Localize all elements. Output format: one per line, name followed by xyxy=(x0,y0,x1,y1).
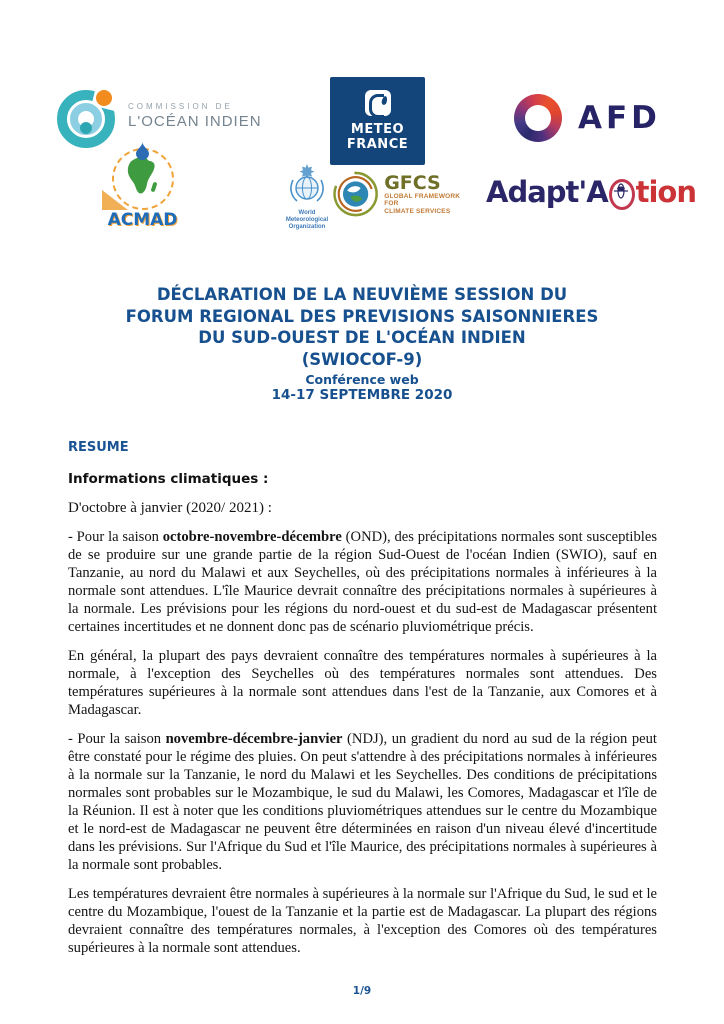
paragraph-ndj-season: novembre-décembre-janvier xyxy=(165,731,343,747)
title-conference-line: Conférence web xyxy=(305,372,419,387)
adaptaction-logo xyxy=(486,170,696,214)
document-title xyxy=(0,284,724,403)
gfcs-logo xyxy=(332,164,462,224)
wmo-emblem-icon xyxy=(285,164,329,204)
meteo-france-icon xyxy=(365,90,391,116)
paragraph-ond xyxy=(68,528,657,636)
wmo-line1: World xyxy=(298,210,316,216)
title-line-4: (SWIOCOF-9) xyxy=(301,349,423,369)
paragraph-ndj-rest: (NDJ), un gradient du nord au sud de la région peut être constaté pour le régime des pluies. On peut s'attendre à des précipitations normales à inférieures à la normale sur la Tanzanie, le nord du Malawi et les Seychelles. Des conditions de précipitations normales sont probables sur le Mozambique, le sud du Malawi, les Comores, Madagascar et l'île de la Réunion. Il est à noter que les conditions pluviométriques attendues sur le centre du Mozambique et le nord-est de Madagascar ne peuvent être déterminées en raison d'un niveau élevé d'incertitude dans les prévisions. Sur l'Afrique du Sud et l'île Maurice, des précipitations normales à supérieures à la normale sont probables. xyxy=(68,731,657,873)
coi-logo-text xyxy=(128,103,262,130)
meteo-france-line1: METEO xyxy=(350,122,405,137)
period-line: D'octobre à janvier (2020/ 2021) : xyxy=(68,500,272,516)
africa-map-icon xyxy=(123,156,159,200)
paragraph-ond-season: octobre-novembre-décembre xyxy=(162,529,342,545)
document-body xyxy=(68,440,657,957)
gfcs-label: GFCS xyxy=(384,171,441,194)
title-line-3: DU SUD-OUEST DE L'OCÉAN INDIEN xyxy=(198,328,526,347)
acmad-label: ACMAD xyxy=(107,210,178,230)
title-date-line: 14-17 SEPTEMBRE 2020 xyxy=(271,387,453,403)
adaptaction-part1: Adapt'A xyxy=(486,175,608,209)
wmo-logo xyxy=(281,164,333,228)
informations-climatiques-heading: Informations climatiques : xyxy=(68,471,269,487)
paragraph-ndj xyxy=(68,730,657,874)
gfcs-globe-icon xyxy=(332,166,379,222)
coi-logo xyxy=(56,82,296,152)
afd-label: AFD xyxy=(578,100,661,136)
meteo-france-line2: FRANCE xyxy=(346,137,409,152)
title-line-1: DÉCLARATION DE LA NEUVIÈME SESSION DU xyxy=(156,285,568,304)
afd-ring-icon xyxy=(514,94,562,142)
gfcs-subtext-2: CLIMATE SERVICES xyxy=(384,207,451,215)
gfcs-subtext-1: GLOBAL FRAMEWORK FOR xyxy=(384,192,461,208)
paragraph-temperatures-ndj: Les températures devraient être normales à supérieures à la normale sur l'Afrique du Sud, le sud et le centre du Mozambique, l'ouest de la Tanzanie et la partie est de Madagascar. La plupart des régions devraient connaître des températures normales, à l'exception des Comores où des températures supérieures à la normale sont attendues. xyxy=(68,886,657,956)
coi-line2: L'OCÉAN INDIEN xyxy=(128,113,262,131)
water-drop-icon xyxy=(136,142,149,160)
coi-line1: COMMISSION DE xyxy=(128,102,233,112)
paragraph-temperatures-ond: En général, la plupart des pays devraient connaître des températures normales à supérieures à la normale, à l'exception des Seychelles où des températures normales sont attendues. Des températures supérieures à la normale sont attendues dans l'est de la Tanzanie, aux Comores et à Madagascar. xyxy=(68,648,657,718)
wmo-line2: Meteorological xyxy=(285,217,329,223)
afd-logo xyxy=(514,92,664,144)
coi-swirl-icon xyxy=(56,84,120,150)
paragraph-ndj-prefix: - Pour la saison xyxy=(68,731,166,747)
adaptaction-globe-icon xyxy=(609,179,635,210)
meteo-france-logo xyxy=(330,77,425,165)
title-line-2: FORUM REGIONAL DES PREVISIONS SAISONNIERES xyxy=(125,306,599,326)
wmo-line3: Organization xyxy=(288,224,326,230)
paragraph-ond-rest: (OND), des précipitations normales sont susceptibles de se produire sur une grande partie de la région Sud-Ouest de l'océan Indien (SWIO), sauf en Tanzanie, au nord du Malawi et aux Seychelles, où des précipitations normales à inférieures à la normale sont attendues. L'île Maurice devrait connaître des précipitations normales à supérieures à la normale. Les prévisions pour les régions du nord-ouest et du sud-est de Madagascar présentent certaines incertitudes et ne donnent donc pas de scénario pluviométrique précis. xyxy=(68,529,657,635)
logo-header xyxy=(0,0,724,250)
adaptaction-part2: tion xyxy=(635,175,696,209)
page-number: 1/9 xyxy=(352,985,372,997)
acmad-logo xyxy=(85,148,200,234)
paragraph-ond-prefix: - Pour la saison xyxy=(68,529,163,545)
resume-heading: RESUME xyxy=(68,440,129,455)
